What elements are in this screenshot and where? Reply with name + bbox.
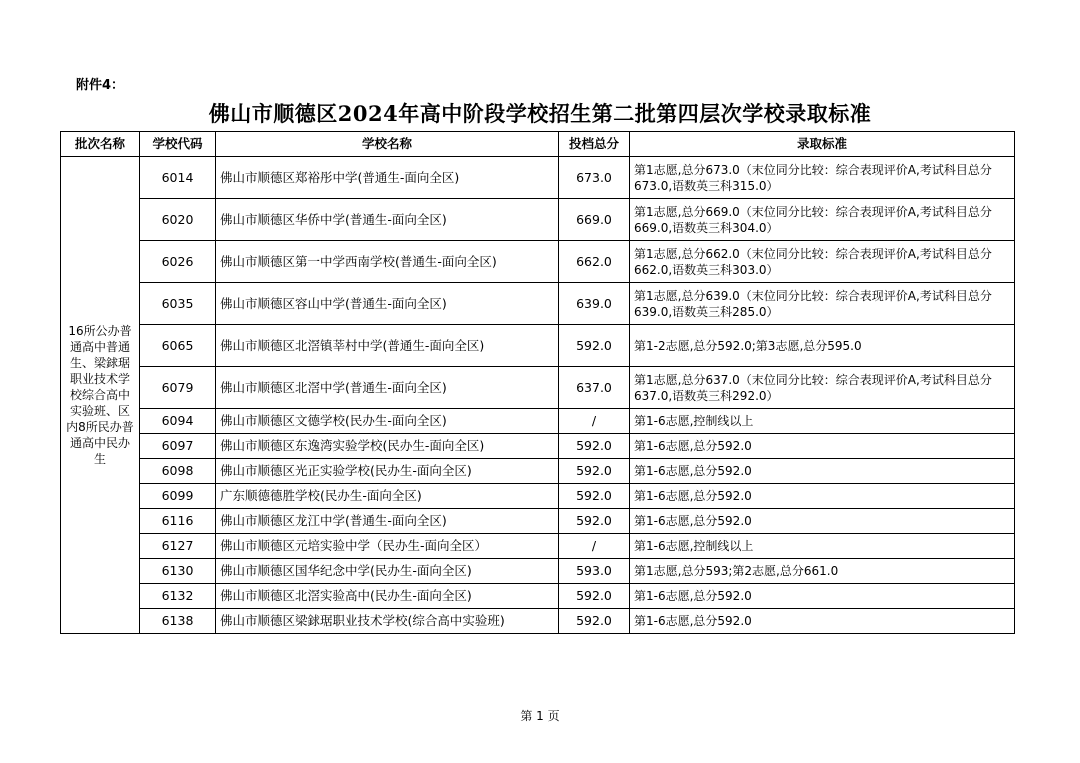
header-score: 投档总分 — [559, 132, 630, 157]
table-row — [61, 484, 1015, 509]
table-row — [61, 157, 1015, 199]
school-code: 6116 — [140, 509, 216, 534]
school-name: 佛山市顺德区北滘镇莘村中学(普通生-面向全区) — [216, 325, 559, 367]
score: / — [559, 409, 630, 434]
school-name: 佛山市顺德区光正实验学校(民办生-面向全区) — [216, 459, 559, 484]
school-name: 佛山市顺德区容山中学(普通生-面向全区) — [216, 283, 559, 325]
admission-standard: 第1-6志愿,总分592.0 — [630, 459, 1015, 484]
header-batch: 批次名称 — [61, 132, 140, 157]
school-code: 6130 — [140, 559, 216, 584]
school-code: 6079 — [140, 367, 216, 409]
admission-standard: 第1-6志愿,总分592.0 — [630, 584, 1015, 609]
school-code: 6065 — [140, 325, 216, 367]
admission-standard: 第1志愿,总分593;第2志愿,总分661.0 — [630, 559, 1015, 584]
score: 669.0 — [559, 199, 630, 241]
score: 592.0 — [559, 434, 630, 459]
table-row — [61, 325, 1015, 367]
school-code: 6094 — [140, 409, 216, 434]
admission-standard: 第1-6志愿,控制线以上 — [630, 409, 1015, 434]
table-row — [61, 459, 1015, 484]
school-code: 6035 — [140, 283, 216, 325]
attachment-label: 附件4： — [76, 78, 125, 93]
header-code: 学校代码 — [140, 132, 216, 157]
school-name: 佛山市顺德区郑裕彤中学(普通生-面向全区) — [216, 157, 559, 199]
score: 592.0 — [559, 509, 630, 534]
score: 639.0 — [559, 283, 630, 325]
table-row — [61, 283, 1015, 325]
header-school: 学校名称 — [216, 132, 559, 157]
school-name: 佛山市顺德区国华纪念中学(民办生-面向全区) — [216, 559, 559, 584]
table-row — [61, 199, 1015, 241]
table-row — [61, 534, 1015, 559]
school-name: 佛山市顺德区北滘中学(普通生-面向全区) — [216, 367, 559, 409]
admission-standard: 第1志愿,总分673.0（末位同分比较：综合表现评价A,考试科目总分673.0,语数英三科315.0） — [630, 157, 1015, 199]
school-code: 6097 — [140, 434, 216, 459]
table-row — [61, 367, 1015, 409]
school-code: 6014 — [140, 157, 216, 199]
header-row — [61, 132, 1015, 157]
score: 593.0 — [559, 559, 630, 584]
table-row — [61, 409, 1015, 434]
admission-standard: 第1志愿,总分669.0（末位同分比较：综合表现评价A,考试科目总分669.0,语数英三科304.0） — [630, 199, 1015, 241]
school-name: 佛山市顺德区第一中学西南学校(普通生-面向全区) — [216, 241, 559, 283]
admission-standard: 第1志愿,总分637.0（末位同分比较：综合表现评价A,考试科目总分637.0,语数英三科292.0） — [630, 367, 1015, 409]
table-row — [61, 584, 1015, 609]
document-title: 佛山市顺德区2024年高中阶段学校招生第二批第四层次学校录取标准 — [208, 101, 872, 126]
school-name: 佛山市顺德区龙江中学(普通生-面向全区) — [216, 509, 559, 534]
page-number: 第 1 页 — [520, 709, 560, 723]
school-code: 6026 — [140, 241, 216, 283]
school-code: 6132 — [140, 584, 216, 609]
school-name: 佛山市顺德区华侨中学(普通生-面向全区) — [216, 199, 559, 241]
score: 673.0 — [559, 157, 630, 199]
score: 592.0 — [559, 325, 630, 367]
table-row — [61, 241, 1015, 283]
school-name: 佛山市顺德区东逸湾实验学校(民办生-面向全区) — [216, 434, 559, 459]
table-row — [61, 559, 1015, 584]
school-name: 佛山市顺德区梁銶琚职业技术学校(综合高中实验班) — [216, 609, 559, 634]
admission-standard: 第1志愿,总分662.0（末位同分比较：综合表现评价A,考试科目总分662.0,语数英三科303.0） — [630, 241, 1015, 283]
school-name: 佛山市顺德区文德学校(民办生-面向全区) — [216, 409, 559, 434]
admission-standard: 第1-6志愿,总分592.0 — [630, 484, 1015, 509]
school-code: 6127 — [140, 534, 216, 559]
school-name: 佛山市顺德区元培实验中学（民办生-面向全区） — [216, 534, 559, 559]
admission-standard: 第1-2志愿,总分592.0;第3志愿,总分595.0 — [630, 325, 1015, 367]
school-code: 6098 — [140, 459, 216, 484]
admission-standard: 第1志愿,总分639.0（末位同分比较：综合表现评价A,考试科目总分639.0,语数英三科285.0） — [630, 283, 1015, 325]
school-code: 6099 — [140, 484, 216, 509]
score: 592.0 — [559, 584, 630, 609]
score: 592.0 — [559, 459, 630, 484]
score: 592.0 — [559, 484, 630, 509]
table-row — [61, 609, 1015, 634]
score: 637.0 — [559, 367, 630, 409]
table-row — [61, 509, 1015, 534]
school-name: 佛山市顺德区北滘实验高中(民办生-面向全区) — [216, 584, 559, 609]
score: 592.0 — [559, 609, 630, 634]
admission-table — [60, 131, 1015, 634]
school-code: 6020 — [140, 199, 216, 241]
school-code: 6138 — [140, 609, 216, 634]
admission-standard: 第1-6志愿,总分592.0 — [630, 609, 1015, 634]
admission-standard: 第1-6志愿,总分592.0 — [630, 434, 1015, 459]
admission-standard: 第1-6志愿,控制线以上 — [630, 534, 1015, 559]
header-standard: 录取标准 — [630, 132, 1015, 157]
score: 662.0 — [559, 241, 630, 283]
table-row — [61, 434, 1015, 459]
school-name: 广东顺德德胜学校(民办生-面向全区) — [216, 484, 559, 509]
batch-name-cell: 16所公办普通高中普通生、梁銶琚职业技术学校综合高中实验班、区内8所民办普通高中民办生 — [61, 157, 140, 634]
score: / — [559, 534, 630, 559]
admission-standard: 第1-6志愿,总分592.0 — [630, 509, 1015, 534]
